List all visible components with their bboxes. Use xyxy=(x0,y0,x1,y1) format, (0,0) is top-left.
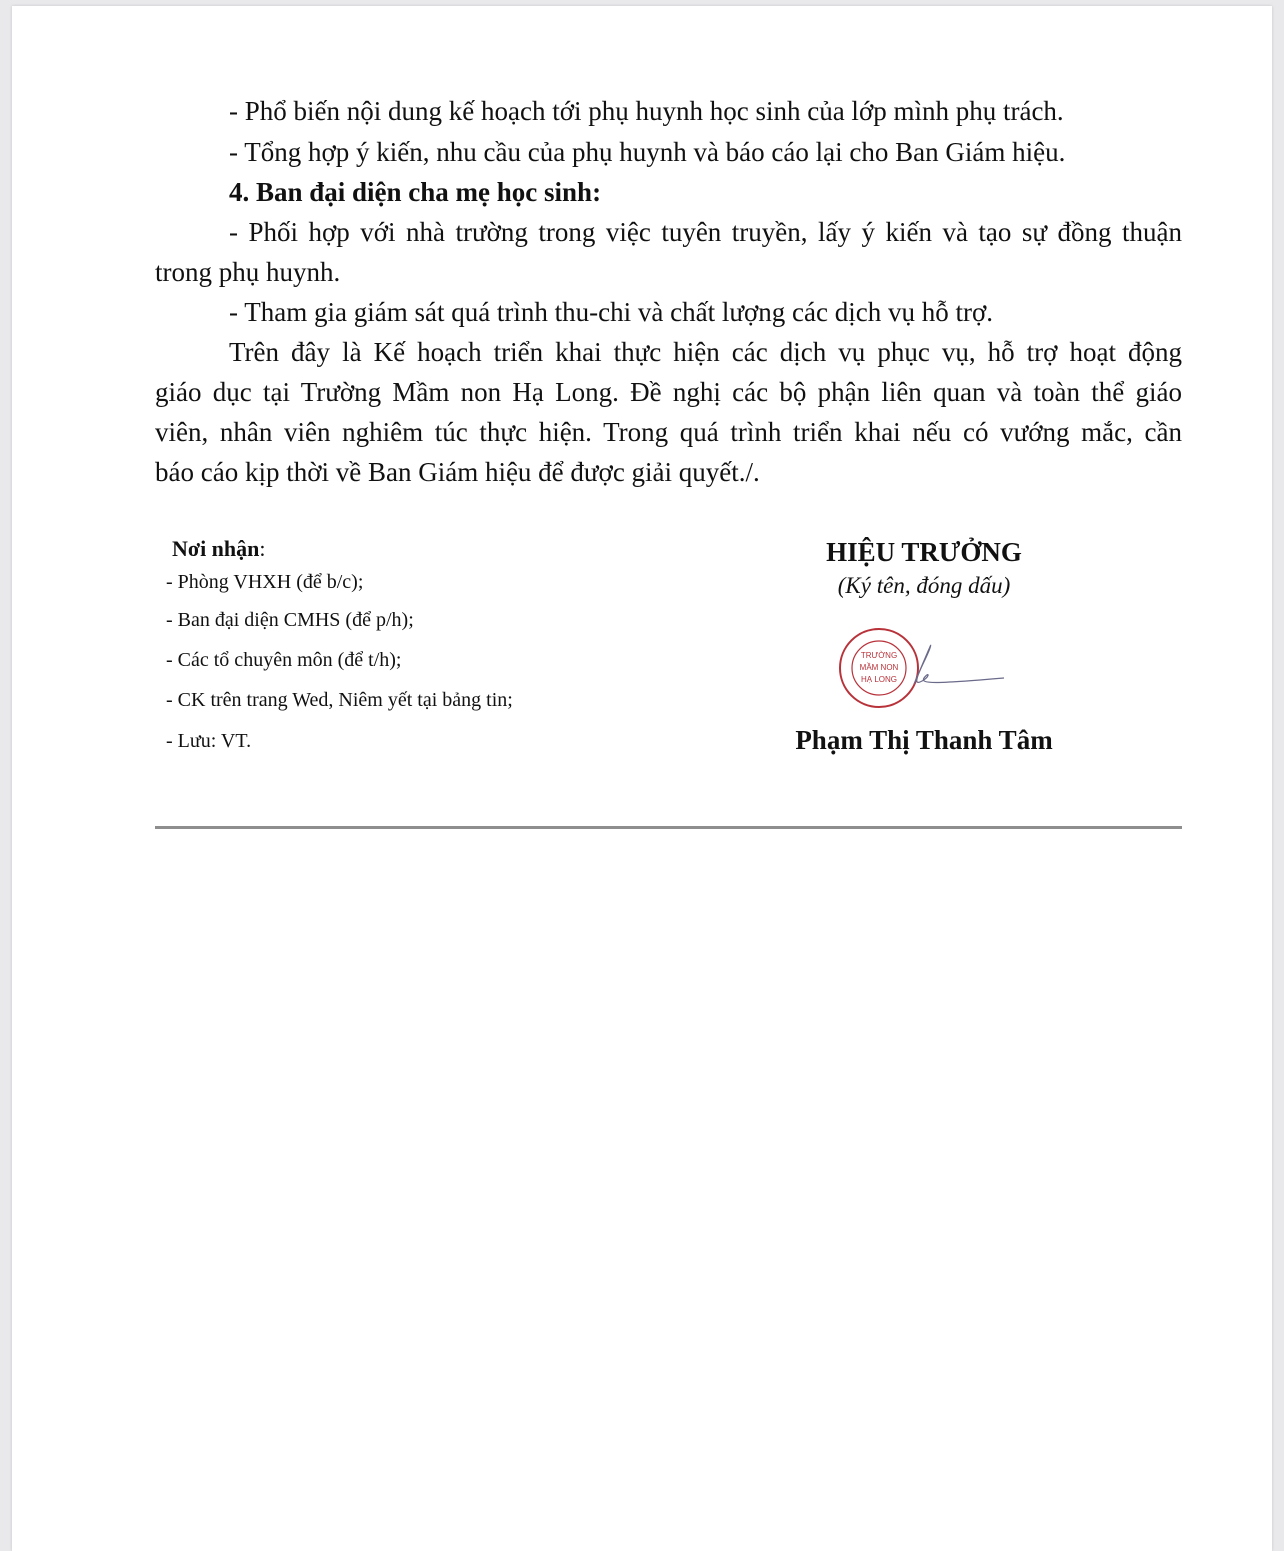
conclusion-line-3: viên, nhân viên nghiêm túc thực hiện. Trong quá trình triển khai nếu có vướng mắc, cần xyxy=(155,417,1182,447)
stamp-text-line-1: TRƯỜNG xyxy=(860,651,898,660)
recipient-item: - CK trên trang Wed, Niêm yết tại bảng tin; xyxy=(166,689,513,711)
conclusion-line-2: giáo dục tại Trường Mầm non Hạ Long. Đề nghị các bộ phận liên quan và toàn thể giáo xyxy=(155,377,1182,407)
section-heading-4: 4. Ban đại diện cha mẹ học sinh: xyxy=(229,177,602,207)
signature-note: (Ký tên, đóng dấu) xyxy=(837,573,1011,598)
recipients-title-colon: : xyxy=(259,536,266,561)
duty-item-1: - Phổ biến nội dung kế hoạch tới phụ huynh học sinh của lớp mình phụ trách. xyxy=(229,96,1064,126)
recipient-item: - Ban đại diện CMHS (để p/h); xyxy=(166,609,414,631)
recipients-title xyxy=(172,534,266,564)
page-divider xyxy=(155,826,1182,829)
stamp-text-line-3: HẠ LONG xyxy=(860,675,898,684)
conclusion-line-4: báo cáo kịp thời về Ban Giám hiệu để được giải quyết./. xyxy=(155,457,760,487)
duty-item-2: - Tổng hợp ý kiến, nhu cầu của phụ huynh và báo cáo lại cho Ban Giám hiệu. xyxy=(229,137,1066,167)
signature-title: HIỆU TRƯỞNG xyxy=(826,537,1022,567)
handwritten-signature xyxy=(914,645,1004,684)
conclusion-line-1: Trên đây là Kế hoạch triển khai thực hiện các dịch vụ phục vụ, hỗ trợ hoạt động xyxy=(229,337,1182,367)
signer-name: Phạm Thị Thanh Tâm xyxy=(795,725,1053,755)
recipient-item: - Phòng VHXH (để b/c); xyxy=(166,571,364,593)
duty-item-3-line-2: trong phụ huynh. xyxy=(155,257,341,287)
duty-item-4: - Tham gia giám sát quá trình thu-chi và chất lượng các dịch vụ hỗ trợ. xyxy=(229,297,993,327)
duty-item-3-line-1: - Phối hợp với nhà trường trong việc tuyên truyền, lấy ý kiến và tạo sự đồng thuận xyxy=(229,217,1182,247)
recipient-item: - Các tổ chuyên môn (để t/h); xyxy=(166,649,402,671)
school-stamp-signature xyxy=(834,626,1004,712)
recipient-item: - Lưu: VT. xyxy=(166,730,252,752)
stamp-text-line-2: MẦM NON xyxy=(859,663,899,672)
recipients-title-text: Nơi nhận xyxy=(172,536,260,561)
